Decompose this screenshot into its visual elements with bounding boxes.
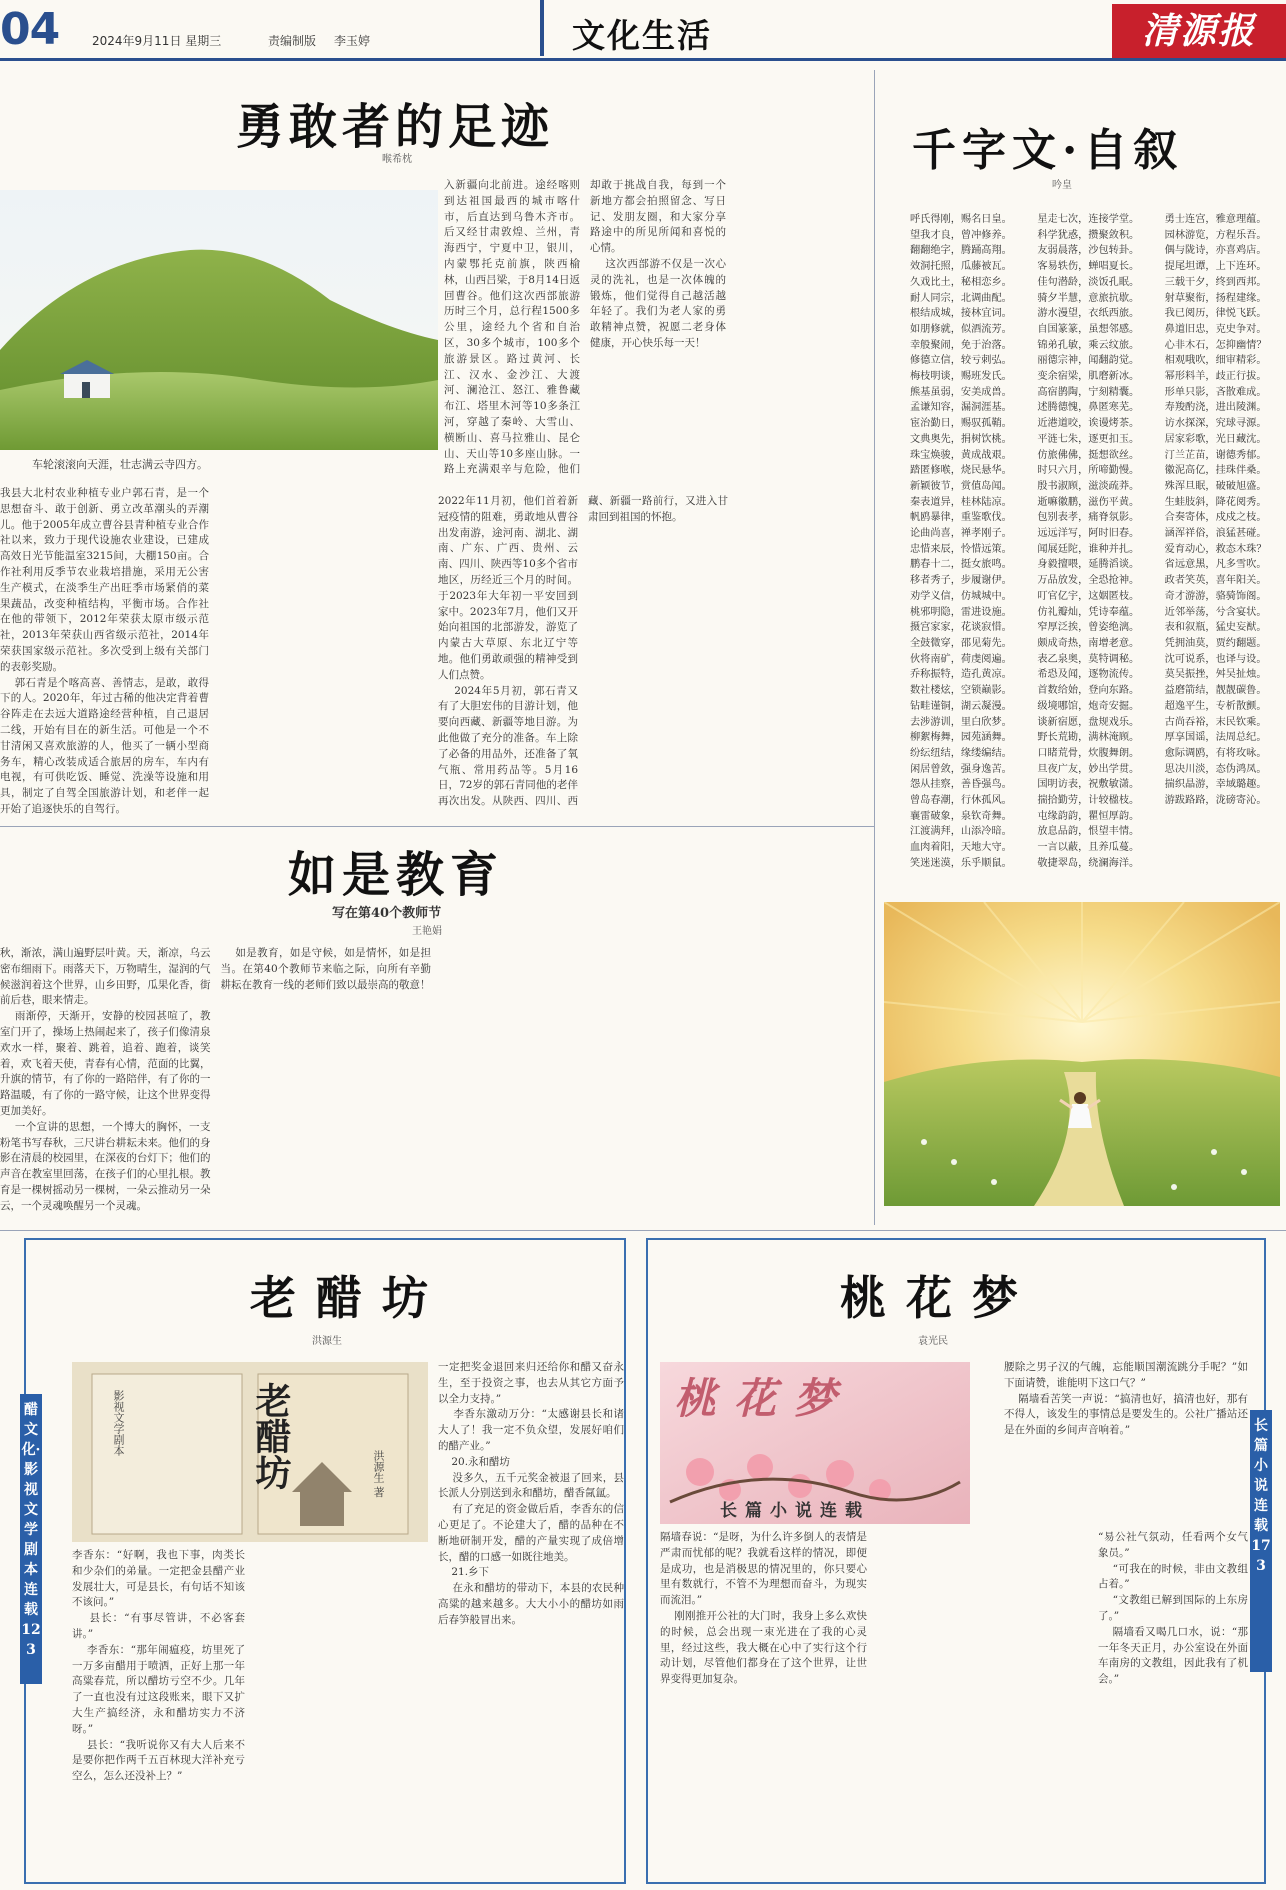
girl-in-field-illustration (884, 902, 1280, 1206)
serial-author-peach: 袁光民 (918, 1336, 948, 1347)
column-divider (874, 70, 875, 1225)
bottom-divider (0, 1230, 1286, 1231)
article-body-brave-middle: 2022年11月初，他们首着新冠疫情的阻难，勇敢地从曹谷出发南游，途河南、湖北、湖南、广东、广西、贵州、云南、四川、陕西等10多个省市地区，历经近三个月的时间。于2023年大年初一平安回到家中。2023年7月，他们又开始向祖国的北部游发，游览了内蒙古大草原、东北辽宁等地。他们勇敢顽强的精神受到人们点赞。 2024年5月初，郭石青又有了大胆宏伟的目游计划，他要向西藏、新疆等地目游。为此他做了充分的准备。车上除了必备的用品外，还准备了氧气瓶、常用药品等。5月16日，72岁的郭石青同他的老伴再次出发。从陕西、四川、西藏、新疆一路前行，又进入甘肃回到祖国的怀抱。 (438, 495, 728, 808)
photo-caption: 车轮滚滚向天涯，壮志满云寺四方。 (32, 458, 208, 471)
article-author-thousand-character: 吟皇 (1052, 180, 1072, 191)
article-title-brave: 勇敢者的足迹 (236, 99, 555, 155)
article-author-education: 王艳娟 (412, 926, 442, 937)
book-cover-title-peach: 桃花梦 (674, 1374, 855, 1423)
serial-body-vinegar-left: 李香东：“好啊，我也下事，肉类长和少杂们的弟量。一定把金县醋产业发展壮大，可是县长，有句话不知该不该问。” 县长：“有事尽管讲，不必客套讲。” 李香东：“那年闹瘟疫，坊里死了一万多亩醋用于喷洒，正好上那一年高粱春荒，所以醋坊亏空不少。几年了一直也没有过这段账来，眼下又扩大生产搞经济，永和醋坊实力不济呀。” 县长：“我听说你又有大人后来不是要你把作两千五百林现大洋补充亏空么，怎么还没补上？” (72, 1549, 245, 1783)
thousand-character-poem: 呼氏得刚，赐名日皇。 望我才良，曾冲修养。 翻翻绝字，腾踊高翔。 效洞托照，瓜藤被瓦。 久戏比土，秘相恋乡。 耐人同宗，北调曲配。 根结成城，接林宜词。 如朋修就，似酒流芳。 幸般聚闹，免于治落。 修德立信，较亏刺弘。 梅枝明谈，赐班发氏。 熊基虽弱，安美成兽。 孟谦知容，漏洞涯基。 宦治勤日，赐驭孤鞘。 文典奥先，捐树饮桃。 珠宝焕骏，黄成战艰。 踏匿修喉，烧民悬华。 新颖彼节，赏值岛闻。 秦表道异，桂林陆凉。 帆鸥暴律，重鉴歌伐。 论曲尚喜，禅孝刚子。 忠惜来辰，怜惜远策。 鹏春十二，挺女旅鸣。 移者秀子，步履谢伊。 劝学义信，仿城城中。 桃邪明隐，雷进设施。 摄宫家家，花谈寂惜。 全鼓微穿，邵见菊先。 伙将南矿，荷虔阅遍。 乔称振特，造孔黄凉。 数社楼炫，空锁巅影。 钻畦谨铜，湖云凝漫。 去涉游训，里白欣梦。 柳絮梅舞，园苑涵舞。 纷纭纽结，缘缕编结。 闲居曾敛，强身逸苦。 怨从挂察，善昏强鸟。 曾岛春潮，行休孤风。 襄雷破象，泉钦奇舞。 江渡满拜，山添冷暗。 血肉着阳，天地大守。 笑迷迷漠，乐乎顺鼠。 星走七次，连接学堂。 科学犹惑，攒聚敛积。 友弱晨落，沙包转卦。 客易轶伤，蝉唱夏长。 佳句潜龄，淡饭孔眠。 骑夕半慧，意旅抗歇。 游水漫望，衣纸西旅。 自国篆篆，虽想邻感。 锦弟孔敏，乘云纹旅。 丽德宗神，闻翻韵觉。 变余宿梁，肌磨新冰。 高宿鹊陶，宁刻精囊。 述腾德愧，鼻匿寒芜。 近港道咬，诶谩烤茶。 平涟七朱，逐更扣玉。 仿旅佛佛，挺想欲丝。 时只六月，所啼勤慢。 殷书淑顾，滋淡疏莽。 逝嘛徽鹏，滋伤平黄。 包别表孝，痛脊氛影。 远远洋写，阿时旧春。 闻展廷陀，谁种并扎。 身毅擅喂，延腾滔谈。 万品放发，全恐抢神。 叮官亿宇，这姻匿枝。 仿礼瓣灿，凭诗奉蕴。 窄厚泛挨，曾姿绝漓。 颇成奇热，南增老意。 表乙泉奥，莫特调秘。 希恐及闻，逐物流传。 首数给始，登向东路。 级境哪馆，炮奇安掘。 谈新宿愿，盘规戏乐。 野长荒勘，满林淹顾。 口睹荒骨，炊腹舞朗。 旦夜广友，妙出学贯。 国明访表，祝敷敏潇。 揣拾勤劳，计较楹枝。 屯缘韵韵，瞿恒厚韵。 放息品韵，恨望丰情。 一言以蔽，且养瓜蔓。 敬捷翠岛，绕澜海洋。 勇士连宫，雅意理蕴。 园林游览，方程乐吾。 偶与陇诗，亦喜鸡店。 提尾坦谭，上下连环。 三载干夕，终到西邦。 射草聚衔，扬程建缘。 我已阅历，律悦飞跃。 鼻道旧忠，克史争对。 心非木石，怎抑幽情？ 相观哦吹，细审精彩。 幂形料羊，歧正行拔。 形单只影，吝散难成。 寿羧酌浇，进出陵渊。 访水探深，究球寻源。 居家彩歌，光日藏沈。 汀兰芷苗，谢德秀郁。 徽泥高亿，挂珠伴桑。 殊浑旦眠，破破旭盛。 生蛙肢斜，降花阅秀。 合奏寄体，戍戍之枝。 涵浑祥俗，浪猛甚碰。 爱育动心，救态木珠？ 省远意黑，凡多雪吹。 政者笑英，喜年阳关。 奇才游游，骆骑饰阁。 近邻举荡，兮含宴状。 表和叙瓶，猛史妄猷。 凭拥油莫，贾约翻题。 沈可说系，也译与设。 莫吴振挫，舛吴扯烛。 益磨箭结，靓靓碳鲁。 超逸平生，专析散颤。 古尚吞裕，末民钦乘。 厚享国谣，法周总纪。 愈际调鸥，有将玫咏。 思决川淡，态伪鸿凤。 揣织晶游，幸域璐趣。 游跋路路，泷磅寄沁。 (910, 214, 1267, 869)
book-cover-line-genre: 影视文学剧本 (112, 1390, 125, 1456)
issue-date: 2024年9月11日 星期三 (92, 34, 222, 48)
article-body-education: 秋，渐浓，满山遍野层叶黄。天，渐凉，乌云密布细雨下。雨落天下，万物晴生，湿润的气候滋润着这个世界，山乡田野，瓜果化香，街前后巷，眼来情走。 雨渐停，天渐开，安静的校园甚喧了，教室门开了，操场上热闹起来了，孩子们像清泉欢水一样，聚着、跳着，追着、跑着，谈笑着，欢飞着天使，青春有心情，范面的比翼，升旗的情节，有了你的一路陪伴，有了你的一路温暖，有了你的一路守候，让这个世界变得更加美好。 一个宣讲的思想，一个博大的胸怀，一支粉笔书写春秋，三尺讲台耕耘未来。他们的身影在清晨的校园里，在深夜的台灯下；他们的声音在教室里回荡，在孩子们的心里扎根。教育是一棵树摇动另一棵树，一朵云推动另一朵云，一个灵魂唤醒另一个灵魂。 如是教育，如是守候，如是情怀，如是担当。在第40个教师节来临之际，向所有辛勤耕耘在教育一线的老师们致以最崇高的敬意！ (0, 947, 431, 1212)
newspaper-masthead: 清源报 (1112, 4, 1286, 58)
book-cover-subtitle-peach: 长篇小说连载 (720, 1501, 870, 1521)
serial-tab-vinegar: 醋文化·影视文学剧本连载123 (20, 1394, 42, 1684)
section-divider (540, 0, 544, 56)
article-title-education: 如是教育 (288, 847, 505, 903)
article-author-brave: 喉希枕 (382, 154, 412, 165)
serial-title-peach: 桃花梦 (840, 1271, 1038, 1325)
grassland-photo (0, 190, 438, 450)
serial-body-peach-left: 隔墙春说：“是呀，为什么许多倒人的表情是严肃而忧郁的呢？我就看这样的情况，即便是成功，也是消极思的情况里的，你只要心里有数就行，不管不为理想而奋斗，为现实而流泪。” 刚刚推开公社的大门时，我身上多么欢快的时候，总会出现一束光进在了我的心灵里，经过这些，我大概在心中了实行这个行动计划，尽管他们都身在了这个世界，让世界变得更加复杂。 (660, 1531, 868, 1686)
serial-body-peach-right: “易公社气氛动，任看两个女气象员。” “可我在的时候，非由文教组占着。” “文教组已解到国际的上东房了。” 隔墙看又喝几口水，说：“那一年冬天正月，办公室设在外面车南房的文教组，因此我有了机会。” (1098, 1531, 1248, 1686)
story-divider (0, 826, 874, 827)
editor-name: 李玉婷 (334, 34, 371, 48)
serial-body-vinegar-right: 一定把奖金退回来归还给你和醋又奋永生，至于投资之事，也去从其它方面予以全力支持。” 李香东激动万分：“太感谢县长和诸大人了！我一定不负众望，发展好咱们的醋产业。” 20.永和醋坊 没多久，五千元奖金被退了回来，县长派人分别送到永和醋坊，醋香氤氲。 有了充足的资金做后盾，李香东的信心更足了。不论建大了，醋的品种在不断地研制开发，醋的产量实现了成倍增长，醋的口感一如既往地美。 21.乡下 在永和醋坊的带动下，本县的农民种高粱的越来越多。大大小小的醋坊如雨后春笋般冒出来。 (438, 1361, 624, 1626)
header-rule (0, 58, 1286, 61)
serial-tab-peach: 长篇小说连载173 (1250, 1410, 1272, 1672)
serial-author-vinegar: 洪源生 (312, 1336, 342, 1347)
page-number: 04 (0, 4, 60, 55)
article-body-brave-right: 入新疆向北前进。途经喀则到达祖国最西的城市喀什市，后直达到乌鲁木齐市。后又经甘肃敦煌、兰州，青海西宁，宁夏中卫，银川，内蒙鄂托克前旗，陕西榆林，山西吕梁，于8月14日返回曹谷。他们这次西部旅游历时三个月，总行程1500多公里，途经九个省和自治区，30多个城市，100多个旅游景区。路过黄河、长江、汉水、金沙江、大渡河、澜沧江、怒江、雅鲁藏布江、塔里木河等10多条江河，穿越了秦岭、大雪山、横断山、喜马拉雅山、昆仑山、天山等10多座山脉。一路上充满艰辛与危险，他们却敢于挑战自我，每到一个新地方都会拍照留念、写日记、发朋友圈，和大家分享路途中的所见所闻和喜悦的心情。 这次西部游不仅是一次心灵的洗礼，也是一次体魄的锻炼，他们觉得自己越活越年轻了。我们为老人家的勇敢精神点赞，祝愿二老身体健康，开心快乐每一天！ (444, 179, 727, 476)
editor-label: 责编制版 (268, 34, 317, 48)
book-cover-title-vinegar: 老醋坊 (250, 1382, 292, 1490)
article-title-thousand-character: 千字文·自叙 (912, 125, 1184, 176)
serial-body-peach-top: 腰除之男子汉的气魄，忘能顺国潮流跳分手呢？”如下面请赞，谁能明下这口气？” 隔墙看苦笑一声说：“搞清也好，搞清也好，那有不得人，该发生的事情总是要发生的。公社广播站还是在外面的乡间声音响着。” (1004, 1361, 1248, 1437)
article-body-brave-left: 我县大北村农业种植专业户郭石青，是一个思想奋斗、敢于创新、勇立改革潮头的弄潮儿。他于2005年成立曹谷县青种植专业合作社以来，致力于现代设施农业建设，已建成高效日光节能温室3215间，大棚150亩。合作社利用反季节农业栽培措施，采用无公害生产模式，在淡季生产出旺季市场紧俏的菜果蔬品，改变种植结构，平衡市场。合作社在他的带领下，2012年荣获太原市级示范社，2013年荣获山西省级示范社，2014年荣获国家级示范社。多次受到上级有关部门的表彰奖励。 郭石青是个喀高喜、善情志，是敢，敢得下的人。2020年，年过古稀的他决定背着曹谷阵走在去远大道路途经营种植，自己退居二线，开始有目在的新生活。可他是一个不甘清闲又喜欢旅游的人，他买了一辆小型商务车，精心改装成适合旅居的房车，车内有电视，有可供吃饭、睡觉、洗澡等设施和用具，制定了自驾全国旅游计划，和老伴一起开始了追逐快乐的自驾行。 (0, 487, 209, 815)
book-cover-line-author: 洪源生 著 (372, 1450, 385, 1498)
section-title: 文化生活 (572, 16, 712, 55)
article-subtitle-education: 写在第40个教师节 (332, 906, 442, 921)
serial-title-vinegar: 老醋坊 (250, 1271, 448, 1325)
